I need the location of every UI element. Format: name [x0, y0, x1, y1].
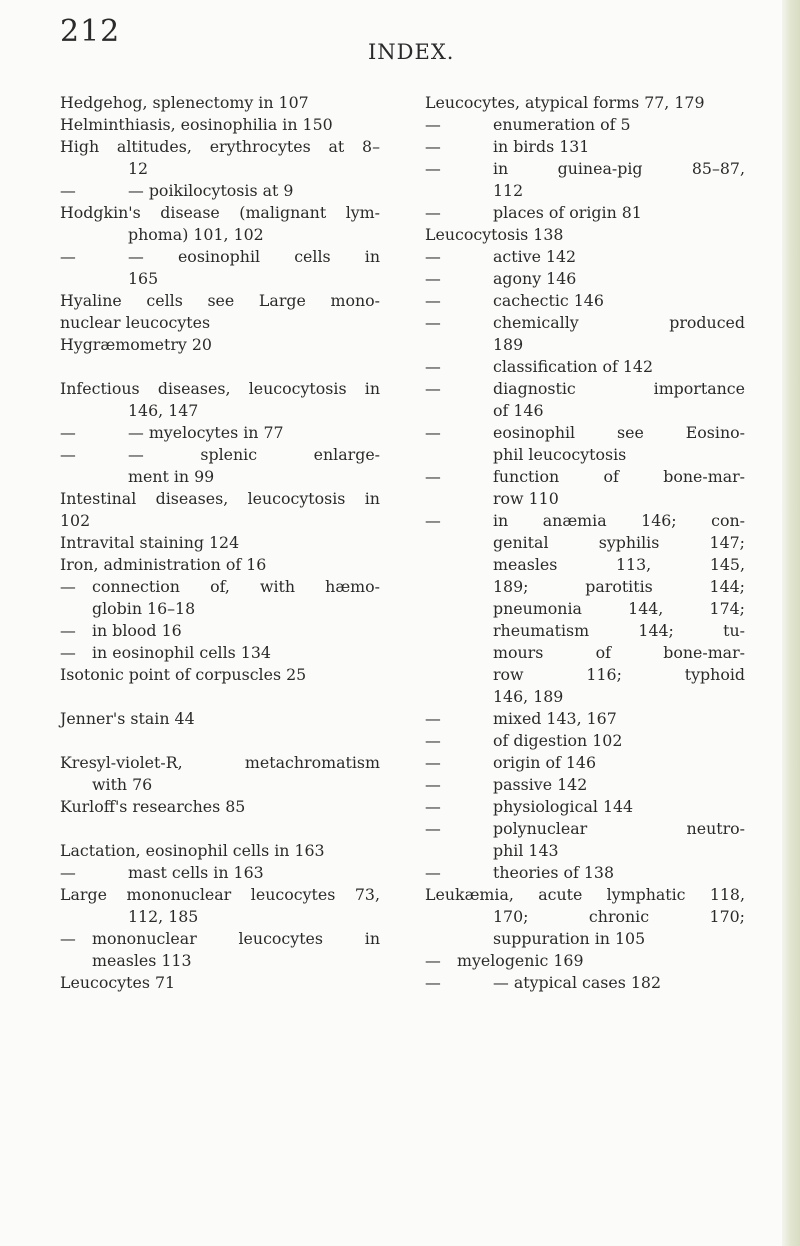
spacer: [60, 818, 380, 840]
index-entry: [60, 642, 380, 664]
entry-text: Isotonic point of corpuscles 25: [60, 665, 307, 684]
index-entry: [60, 950, 380, 972]
entry-text: Hygræmometry 20: [60, 335, 212, 354]
index-entry: [425, 312, 745, 334]
index-entry: [425, 246, 745, 268]
index-entry: [425, 378, 745, 400]
index-entry: [60, 290, 380, 312]
index-entry: [60, 554, 380, 576]
entry-text: chemically produced: [493, 313, 745, 332]
entry-text: High altitudes, erythrocytes at 8–: [60, 137, 380, 156]
index-entry: [60, 268, 380, 290]
entry-text: Leukæmia, acute lymphatic 118,: [425, 885, 745, 904]
ditto-dash: —: [425, 731, 441, 750]
entry-text: 12: [128, 159, 149, 178]
index-entry: [60, 510, 380, 532]
index-entry: [425, 620, 745, 642]
index-entry: [60, 246, 380, 268]
entry-text: 146, 189: [493, 687, 564, 706]
index-entry: [60, 466, 380, 488]
entry-text: rheumatism 144; tu-: [493, 621, 745, 640]
ditto-dash: —: [425, 709, 441, 728]
index-entry: [425, 202, 745, 224]
entry-text: in anæmia 146; con-: [493, 511, 745, 530]
index-entry: [60, 114, 380, 136]
index-entry: [425, 950, 745, 972]
entry-text: classification of 142: [493, 357, 654, 376]
index-entry: [425, 136, 745, 158]
ditto-dash: —: [60, 181, 76, 200]
index-entry: [425, 532, 745, 554]
index-entry: [425, 730, 745, 752]
ditto-dash: —: [60, 445, 76, 464]
page-edge: [782, 0, 800, 1246]
entry-text: 189; parotitis 144;: [493, 577, 745, 596]
entry-text: Lactation, eosinophil cells in 163: [60, 841, 325, 860]
entry-text: with 76: [92, 775, 153, 794]
entry-text: row 110: [493, 489, 559, 508]
entry-text: suppuration in 105: [493, 929, 646, 948]
entry-text: Infectious diseases, leucocytosis in: [60, 379, 380, 398]
page-number: 212: [60, 14, 121, 49]
index-entry: [425, 774, 745, 796]
index-entry: [425, 114, 745, 136]
entry-text: passive 142: [493, 775, 588, 794]
index-entry: [425, 818, 745, 840]
entry-text: 165: [128, 269, 159, 288]
index-entry: [60, 312, 380, 334]
index-entry: [425, 576, 745, 598]
entry-text: row 116; typhoid: [493, 665, 745, 684]
ditto-dash: —: [425, 313, 441, 332]
entry-text: phil leucocytosis: [493, 445, 627, 464]
ditto-dash: —: [425, 819, 441, 838]
index-entry: [425, 906, 745, 928]
entry-text: Hyaline cells see Large mono-: [60, 291, 380, 310]
entry-text: Large mononuclear leucocytes 73,: [60, 885, 380, 904]
index-entry: [60, 92, 380, 114]
entry-text: Intestinal diseases, leucocytosis in: [60, 489, 380, 508]
ditto-dash: —: [425, 115, 441, 134]
ditto-dash: —: [425, 973, 441, 992]
running-head: INDEX.: [368, 40, 455, 64]
index-entry: [425, 840, 745, 862]
ditto-dash: —: [60, 247, 76, 266]
index-entry: [425, 290, 745, 312]
ditto-dash: —: [425, 511, 441, 530]
left-column: [60, 92, 380, 994]
entry-text: 189: [493, 335, 524, 354]
index-entry: [60, 444, 380, 466]
entry-text: theories of 138: [493, 863, 614, 882]
index-entry: [60, 334, 380, 356]
entry-text: — eosinophil cells in: [128, 247, 380, 266]
index-entry: [425, 356, 745, 378]
entry-text: nuclear leucocytes: [60, 313, 211, 332]
index-entry: [425, 268, 745, 290]
index-entry: [60, 180, 380, 202]
entry-text: genital syphilis 147;: [493, 533, 745, 552]
entry-text: — splenic enlarge-: [128, 445, 380, 464]
index-entry: [60, 928, 380, 950]
entry-text: Helminthiasis, eosinophilia in 150: [60, 115, 333, 134]
entry-text: Iron, administration of 16: [60, 555, 267, 574]
spacer: [60, 686, 380, 708]
index-entry: [60, 400, 380, 422]
entry-text: polynuclear neutro-: [493, 819, 745, 838]
entry-text: in guinea-pig 85–87,: [493, 159, 745, 178]
entry-text: — poikilocytosis at 9: [128, 181, 294, 200]
ditto-dash: —: [60, 423, 76, 442]
entry-text: globin 16–18: [92, 599, 196, 618]
ditto-dash: —: [425, 357, 441, 376]
entry-text: pneumonia 144, 174;: [493, 599, 745, 618]
entry-text: of digestion 102: [493, 731, 623, 750]
entry-text: mixed 143, 167: [493, 709, 617, 728]
entry-text: agony 146: [493, 269, 577, 288]
index-entry: [60, 664, 380, 686]
index-entry: [425, 400, 745, 422]
index-entry: [425, 158, 745, 180]
ditto-dash: —: [425, 247, 441, 266]
entry-text: Hedgehog, splenectomy in 107: [60, 93, 309, 112]
index-entry: [425, 598, 745, 620]
entry-text: 112: [493, 181, 524, 200]
index-entry: [425, 664, 745, 686]
entry-text: Leucocytes 71: [60, 973, 176, 992]
index-entry: [425, 642, 745, 664]
index-entry: [60, 972, 380, 994]
ditto-dash: —: [425, 423, 441, 442]
entry-text: ment in 99: [128, 467, 215, 486]
entry-text: active 142: [493, 247, 577, 266]
ditto-dash: —: [425, 137, 441, 156]
index-entry: [425, 180, 745, 202]
entry-text: — atypical cases 182: [493, 973, 662, 992]
ditto-dash: —: [425, 269, 441, 288]
entry-text: places of origin 81: [493, 203, 642, 222]
entry-text: phil 143: [493, 841, 559, 860]
entry-text: cachectic 146: [493, 291, 604, 310]
entry-text: Intravital staining 124: [60, 533, 240, 552]
index-entry: [60, 378, 380, 400]
index-entry: [60, 598, 380, 620]
entry-text: Leucocytes, atypical forms 77, 179: [425, 93, 705, 112]
entry-text: Kurloff's researches 85: [60, 797, 246, 816]
ditto-dash: —: [425, 159, 441, 178]
ditto-dash: —: [425, 467, 441, 486]
ditto-dash: —: [60, 621, 76, 640]
index-entry: [60, 906, 380, 928]
entry-text: origin of 146: [493, 753, 597, 772]
index-entry: [425, 862, 745, 884]
entry-text: in blood 16: [92, 621, 182, 640]
entry-text: eosinophil see Eosino-: [493, 423, 745, 442]
index-entry: [60, 158, 380, 180]
index-entry: [60, 840, 380, 862]
spacer: [60, 730, 380, 752]
index-entry: [60, 620, 380, 642]
entry-text: function of bone-mar-: [493, 467, 745, 486]
ditto-dash: —: [425, 203, 441, 222]
entry-text: physiological 144: [493, 797, 634, 816]
index-entry: [60, 862, 380, 884]
entry-text: myelogenic 169: [457, 951, 584, 970]
index-entry: [425, 92, 745, 114]
index-entry: [60, 752, 380, 774]
ditto-dash: —: [425, 797, 441, 816]
entry-text: 102: [60, 511, 91, 530]
entry-text: phoma) 101, 102: [128, 225, 264, 244]
index-entry: [425, 928, 745, 950]
ditto-dash: —: [425, 775, 441, 794]
ditto-dash: —: [425, 863, 441, 882]
index-entry: [425, 972, 745, 994]
entry-text: diagnostic importance: [493, 379, 745, 398]
index-entry: [425, 686, 745, 708]
index-entry: [60, 224, 380, 246]
entry-text: mast cells in 163: [128, 863, 264, 882]
index-entry: [425, 488, 745, 510]
entry-text: 112, 185: [128, 907, 199, 926]
ditto-dash: —: [425, 291, 441, 310]
index-entry: [60, 488, 380, 510]
index-entry: [425, 554, 745, 576]
index-entry: [425, 334, 745, 356]
index-entry: [60, 422, 380, 444]
entry-text: measles 113: [92, 951, 192, 970]
ditto-dash: —: [60, 863, 76, 882]
ditto-dash: —: [60, 643, 76, 662]
index-entry: [425, 708, 745, 730]
ditto-dash: —: [425, 951, 441, 970]
entry-text: of 146: [493, 401, 544, 420]
spacer: [60, 356, 380, 378]
index-entry: [425, 444, 745, 466]
index-entry: [60, 884, 380, 906]
entry-text: 170; chronic 170;: [493, 907, 745, 926]
index-entry: [425, 796, 745, 818]
index-entry: [60, 796, 380, 818]
index-entry: [60, 576, 380, 598]
entry-text: 146, 147: [128, 401, 199, 420]
index-entry: [425, 466, 745, 488]
entry-text: Kresyl-violet-R, metachromatism: [60, 753, 380, 772]
entry-text: Hodgkin's disease (malignant lym-: [60, 203, 380, 222]
index-entry: [60, 136, 380, 158]
entry-text: enumeration of 5: [493, 115, 631, 134]
index-entry: [425, 752, 745, 774]
entry-text: — myelocytes in 77: [128, 423, 284, 442]
entry-text: in eosinophil cells 134: [92, 643, 271, 662]
entry-text: mours of bone-mar-: [493, 643, 745, 662]
entry-text: mononuclear leucocytes in: [92, 929, 380, 948]
right-column: [425, 92, 745, 994]
index-entry: [60, 202, 380, 224]
ditto-dash: —: [60, 577, 76, 596]
index-entry: [425, 422, 745, 444]
index-entry: [60, 774, 380, 796]
entry-text: Leucocytosis 138: [425, 225, 564, 244]
index-entry: [425, 884, 745, 906]
entry-text: in birds 131: [493, 137, 590, 156]
index-entry: [60, 708, 380, 730]
ditto-dash: —: [425, 379, 441, 398]
entry-text: connection of, with hæmo-: [92, 577, 380, 596]
ditto-dash: —: [425, 753, 441, 772]
ditto-dash: —: [60, 929, 76, 948]
entry-text: measles 113, 145,: [493, 555, 745, 574]
entry-text: Jenner's stain 44: [60, 709, 195, 728]
index-entry: [425, 224, 745, 246]
index-entry: [60, 532, 380, 554]
index-entry: [425, 510, 745, 532]
